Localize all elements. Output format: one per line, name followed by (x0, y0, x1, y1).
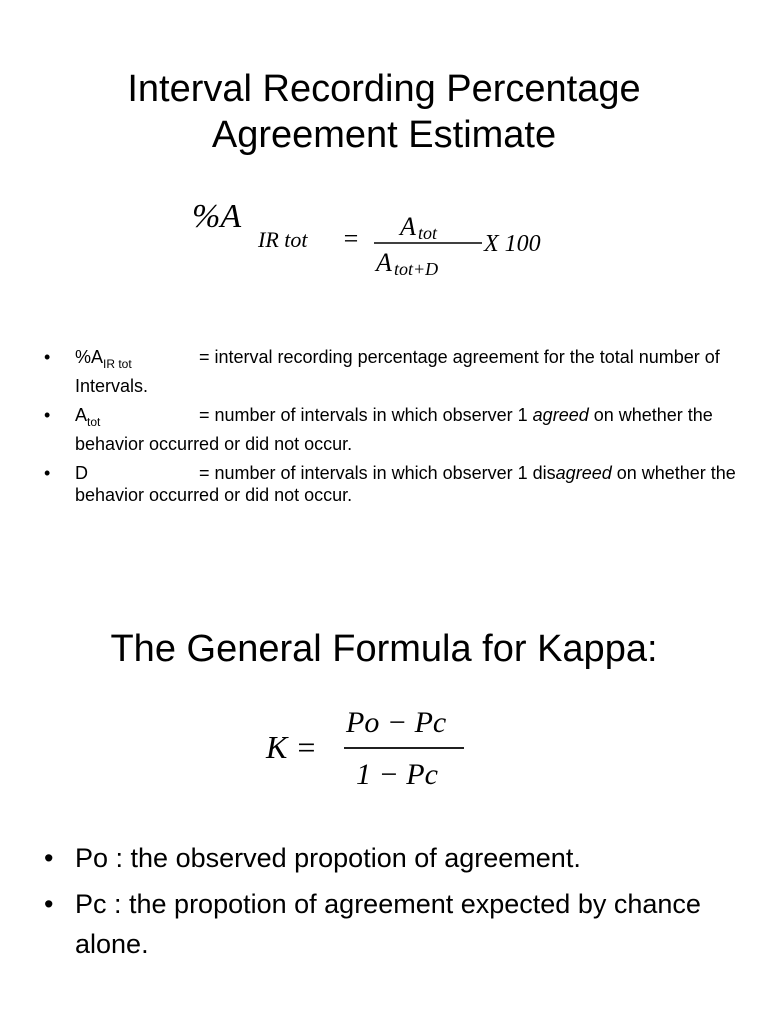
formula-multiplier: X 100 (484, 231, 541, 257)
kappa-denominator: 1 − Pc (356, 758, 438, 791)
definition-text: = number of intervals in which observer 1 (199, 405, 533, 425)
definition-emphasis: agreed (555, 463, 612, 483)
definition-percent-a (44, 346, 744, 397)
title-line-1: Interval Recording Percentage (127, 68, 641, 110)
slide-title-kappa: The General Formula for Kappa: (110, 628, 658, 670)
definition-a-tot (44, 404, 744, 455)
bullet-po: • Po : the observed propotion of agreement. (44, 838, 734, 878)
kappa-bullets (44, 838, 734, 970)
definition-symbol: $A_{tot}$ (75, 405, 101, 429)
slide-title-interval-recording (0, 66, 768, 158)
kappa-lhs: K = (266, 729, 317, 765)
percentage-agreement-formula (190, 195, 590, 285)
formula-denominator-main: A (376, 248, 392, 277)
kappa-formula (262, 700, 482, 800)
definition-text: = number of intervals in which observer 1 dis (199, 463, 556, 483)
formula-lhs-main: %A (192, 198, 242, 235)
formula-numerator-sub: tot (418, 223, 438, 243)
definition-symbol: $\%A_{IR tot}$ (75, 347, 132, 371)
formula-denominator-sub: tot+D (394, 259, 439, 279)
bullet-pc: • Pc : the propotion of agreement expected by chance alone. (44, 884, 734, 964)
formula-lhs-sub: IR tot (258, 227, 308, 252)
kappa-numerator: Po − Pc (346, 706, 447, 739)
definition-text: = interval recording percentage agreement for the total number of Intervals. (75, 347, 720, 396)
formula-equals: = (342, 224, 360, 253)
formula-numerator-main: A (400, 212, 416, 241)
definition-text-after: on whether the behavior occurred or did not occur. (75, 405, 713, 454)
definition-d (44, 462, 744, 506)
definition-emphasis: agreed (532, 405, 589, 425)
title-line-2: Agreement Estimate (211, 114, 557, 156)
definition-symbol: D (75, 463, 88, 483)
definition-text-after: on whether the behavior occurred or did not occur. (75, 463, 736, 505)
definitions-list (44, 346, 744, 513)
